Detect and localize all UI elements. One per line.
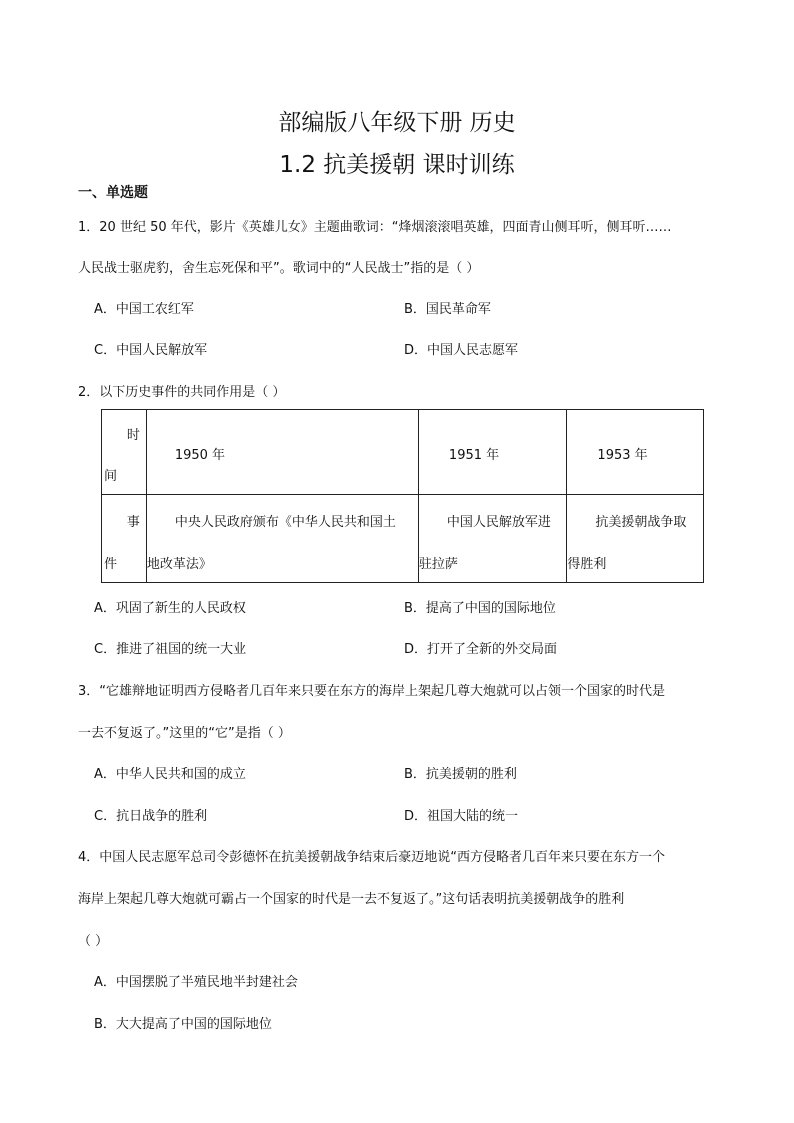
events-table xyxy=(101,409,704,583)
event-text-bottom: 驻拉萨 xyxy=(418,557,458,572)
year-cell: 1950 年 xyxy=(174,448,226,463)
table-header-cell xyxy=(102,495,147,583)
option-b[interactable]: B．国民革命军 xyxy=(404,302,491,317)
option-c[interactable]: C．抗日战争的胜利 xyxy=(94,809,208,824)
question-text-line: 海岸上架起几尊大炮就可霸占一个国家的时代是一去不复返了。”这句话表明抗美援朝战争的胜利 xyxy=(78,892,625,907)
page-subtitle: 1.2 抗美援朝 课时训练 xyxy=(279,152,515,178)
option-a[interactable]: A．中国摆脱了半殖民地半封建社会 xyxy=(94,975,298,990)
event-text-top: 中国人民解放军进 xyxy=(446,515,551,530)
option-c[interactable]: C．推进了祖国的统一大业 xyxy=(94,642,247,657)
time-header-top: 时 xyxy=(126,428,140,443)
event-text-bottom: 得胜利 xyxy=(567,557,607,572)
event-text-top: 中央人民政府颁布《中华人民共和国土 xyxy=(174,515,396,530)
question-text-line: 一去不复返了。”这里的“它”是指（ ） xyxy=(78,726,291,741)
table-cell xyxy=(418,410,567,495)
question-text-line: （ ） xyxy=(78,934,109,949)
option-d[interactable]: D．中国人民志愿军 xyxy=(404,343,519,358)
event-header-top: 事 xyxy=(126,515,140,530)
table-cell xyxy=(418,495,567,583)
option-b[interactable]: B．大大提高了中国的国际地位 xyxy=(94,1017,272,1032)
question-text-line: 4．中国人民志愿军总司令彭德怀在抗美援朝战争结束后豪迈地说“西方侵略者几百年来只要在东方一个 xyxy=(78,850,666,865)
page-title: 部编版八年级下册 历史 xyxy=(278,110,516,136)
question-text-line: 1．20 世纪 50 年代，影片《英雄儿女》主题曲歌词：“烽烟滚滚唱英雄，四面青山侧耳听，侧耳听…… xyxy=(78,220,672,235)
option-b[interactable]: B．提高了中国的国际地位 xyxy=(404,601,556,616)
option-d[interactable]: D．打开了全新的外交局面 xyxy=(404,642,558,657)
table-cell xyxy=(567,495,704,583)
option-a[interactable]: A．中华人民共和国的成立 xyxy=(94,767,246,782)
table-cell xyxy=(567,410,704,495)
question-text-line: 人民战士驱虎豹，舍生忘死保和平”。歌词中的“人民战士”指的是（ ） xyxy=(78,261,480,276)
event-text-bottom: 地改革法》 xyxy=(146,557,212,572)
time-header-bottom: 间 xyxy=(104,469,118,484)
table-header-cell xyxy=(102,410,147,495)
option-d[interactable]: D．祖国大陆的统一 xyxy=(404,809,519,824)
year-cell: 1951 年 xyxy=(448,448,500,463)
option-a[interactable]: A．巩固了新生的人民政权 xyxy=(94,601,246,616)
event-text-top: 抗美援朝战争取 xyxy=(595,515,687,530)
table-cell xyxy=(146,410,418,495)
section-heading: 一、单选题 xyxy=(78,185,148,201)
table-row xyxy=(102,495,704,583)
question-text-line: 2．以下历史事件的共同作用是（ ） xyxy=(78,385,286,400)
option-c[interactable]: C．中国人民解放军 xyxy=(94,343,208,358)
option-a[interactable]: A．中国工农红军 xyxy=(94,302,194,317)
option-b[interactable]: B．抗美援朝的胜利 xyxy=(404,767,517,782)
table-row xyxy=(102,410,704,495)
question-text-line: 3．“它雄辩地证明西方侵略者几百年来只要在东方的海岸上架起几尊大炮就可以占领一个国家的时代是 xyxy=(78,684,666,699)
table-cell xyxy=(146,495,418,583)
event-header-bottom: 件 xyxy=(104,557,118,572)
year-cell: 1953 年 xyxy=(597,448,648,463)
